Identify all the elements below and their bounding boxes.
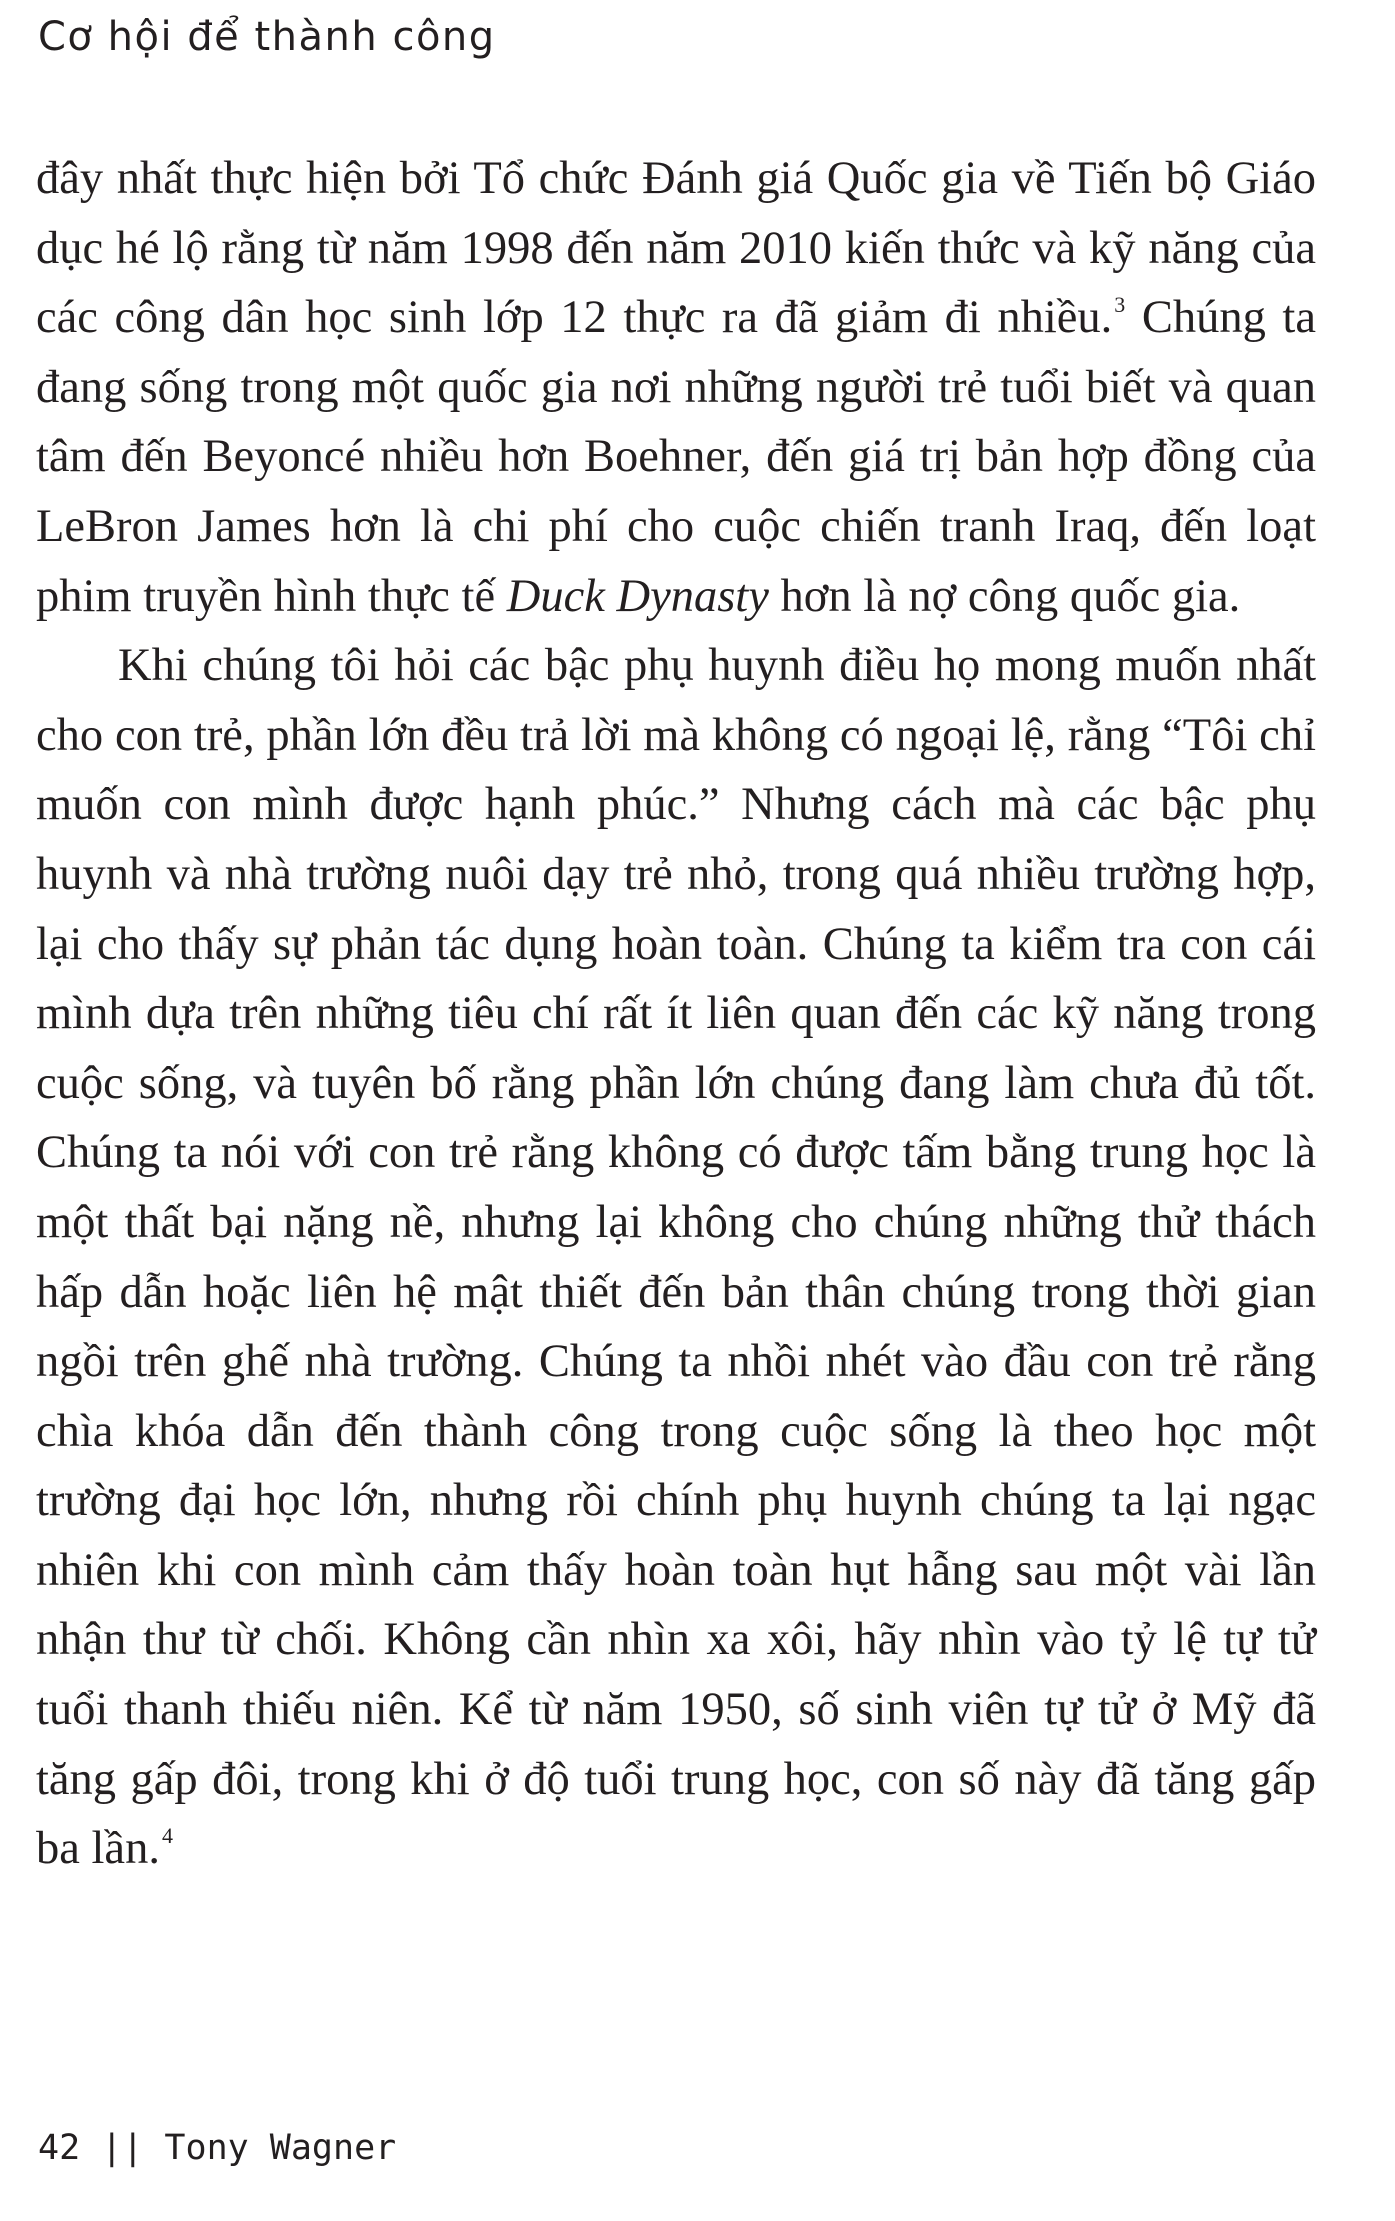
running-head: Cơ hội để thành công [38,14,496,60]
paragraph-1 [36,144,1316,631]
paragraph-1-text-b: Chúng ta đang sống trong một quốc gia nơi những người trẻ tuổi biết và quan tâm đến Beyoncé nhiều hơn Boehner, đến giá trị bản hợp đồng của LeBron James hơn là chi phí cho cuộc chiến tranh Iraq, đến loạt phim truyền hình thực tế [36,292,1316,622]
paragraph-2-text: Khi chúng tôi hỏi các bậc phụ huynh điều họ mong muốn nhất cho con trẻ, phần lớn đều trả lời mà không có ngoại lệ, rằng “Tôi chỉ muốn con mình được hạnh phúc.” Nhưng cách mà các bậc phụ huynh và nhà trường nuôi dạy trẻ nhỏ, trong quá nhiều trường hợp, lại cho thấy sự phản tác dụng hoàn toàn. Chúng ta kiểm tra con cái mình dựa trên những tiêu chí rất ít liên quan đến các kỹ năng trong cuộc sống, và tuyên bố rằng phần lớn chúng đang làm chưa đủ tốt. Chúng ta nói với con trẻ rằng không có được tấm bằng trung học là một thất bại nặng nề, nhưng lại không cho chúng những thử thách hấp dẫn hoặc liên hệ mật thiết đến bản thân chúng trong thời gian ngồi trên ghế nhà trường. Chúng ta nhồi nhét vào đầu con trẻ rằng chìa khóa dẫn đến thành công trong cuộc sống là theo học một trường đại học lớn, nhưng rồi chính phụ huynh chúng ta lại ngạc nhiên khi con mình cảm thấy hoàn toàn hụt hẫng sau một vài lần nhận thư từ chối. Không cần nhìn xa xôi, hãy nhìn vào tỷ lệ tự tử tuổi thanh thiếu niên. Kể từ năm 1950, số sinh viên tự tử ở Mỹ đã tăng gấp đôi, trong khi ở độ tuổi trung học, con số này đã tăng gấp ba lần. [36,640,1316,1875]
page-footer: 42 || Tony Wagner [38,2128,397,2168]
tv-show-title: Duck Dynasty [506,570,769,622]
paragraph-1-text-a: đây nhất thực hiện bởi Tổ chức Đánh giá Quốc gia về Tiến bộ Giáo dục hé lộ rằng từ năm 1998 đến năm 2010 kiến thức và kỹ năng của các công dân học sinh lớp 12 thực ra đã giảm đi nhiều. [36,153,1316,344]
paragraph-1-text-c: hơn là nợ công quốc gia. [768,570,1241,622]
footnote-marker-3: 3 [1114,292,1126,318]
paragraph-2 [36,631,1316,1884]
footnote-marker-4: 4 [161,1823,173,1849]
body-text [36,144,1316,1884]
